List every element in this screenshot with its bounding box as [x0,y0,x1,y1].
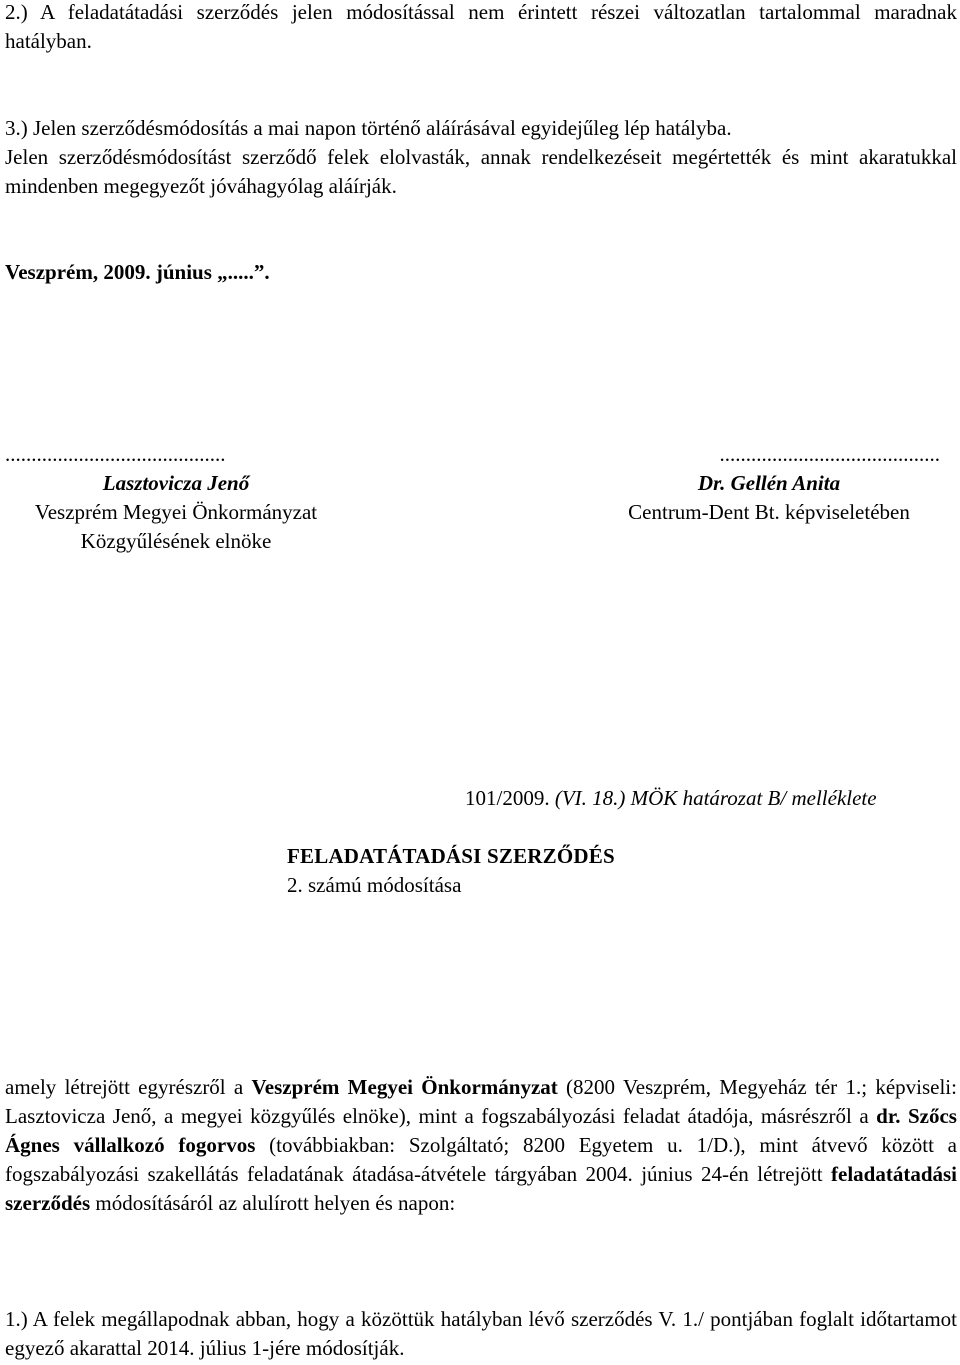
paragraph-3-first-line: 3.) Jelen szerződésmódosítás a mai napon történő aláírásával egyidejűleg lép hatályba. [5,116,732,140]
annex-number: 101/2009. [465,786,550,810]
place-date: Veszprém, 2009. június „.....”. [5,260,270,284]
point-1 [5,1305,957,1363]
paragraph-2 [5,0,957,56]
signature-left [5,440,347,556]
signatory-role-left-2: Közgyűlésének elnöke [80,529,272,553]
intro-text-4: módosításáról az alulírott helyen és napon: [90,1191,456,1215]
paragraph-3-rest: Jelen szerződésmódosítást szerződő felek elolvasták, annak rendelkezéseit megértették és mint akaratukkal mindenben megegyezőt jóváhagyólag aláírják. [5,145,957,198]
signature-line-left: .......................................... [5,442,226,466]
party-2-name: dr. Szőcs Ágnes vállalkozó fogorvos [5,1104,957,1157]
intro-text-3: (továbbiakban: Szolgáltató; 8200 Egyetem u. 1/D.), mint átvevő között a fogszabályozási szakellátás feladatának átadása-átvétele tárgyában 2004. június 24-én létrejött [5,1133,958,1186]
document-subtitle: 2. számú módosítása [287,873,462,897]
signatory-role-right-1: Centrum-Dent Bt. képviseletében [628,500,910,524]
signatory-role-left-1: Veszprém Megyei Önkormányzat [34,500,318,524]
party-1-name: Veszprém Megyei Önkormányzat [251,1075,558,1099]
signatory-name-left: Lasztovicza Jenő [102,471,250,495]
signature-right [598,440,940,527]
paragraph-2-text: 2.) A feladatátadási szerződés jelen módosítással nem érintett részei változatlan tartalommal maradnak hatályban. [5,0,957,53]
contract-name: feladatátadási szerződés [5,1162,957,1215]
document-title: FELADATÁTADÁSI SZERZŐDÉS [287,844,615,868]
annex-label: (VI. 18.) MÖK határozat B/ melléklete [549,786,877,810]
intro-paragraph [5,1073,957,1218]
signatory-name-right: Dr. Gellén Anita [697,471,841,495]
point-1-text: 1.) A felek megállapodnak abban, hogy a közöttük hatályban lévő szerződés V. 1./ pontjában foglalt időtartamot egyező akarattal 2014. július 1-jére módosítják. [5,1307,957,1360]
paragraph-3 [5,114,957,201]
intro-text-2: (8200 Veszprém, Megyeház tér 1.; képviseli: Lasztovicza Jenő, a megyei közgyűlés elnöke), mint a fogszabályozási feladat átadója, másrészről a [5,1075,957,1128]
intro-text-1: amely létrejött egyrészről a [5,1075,252,1099]
annex-reference [465,784,877,813]
signature-line-right: .......................................... [719,442,940,466]
